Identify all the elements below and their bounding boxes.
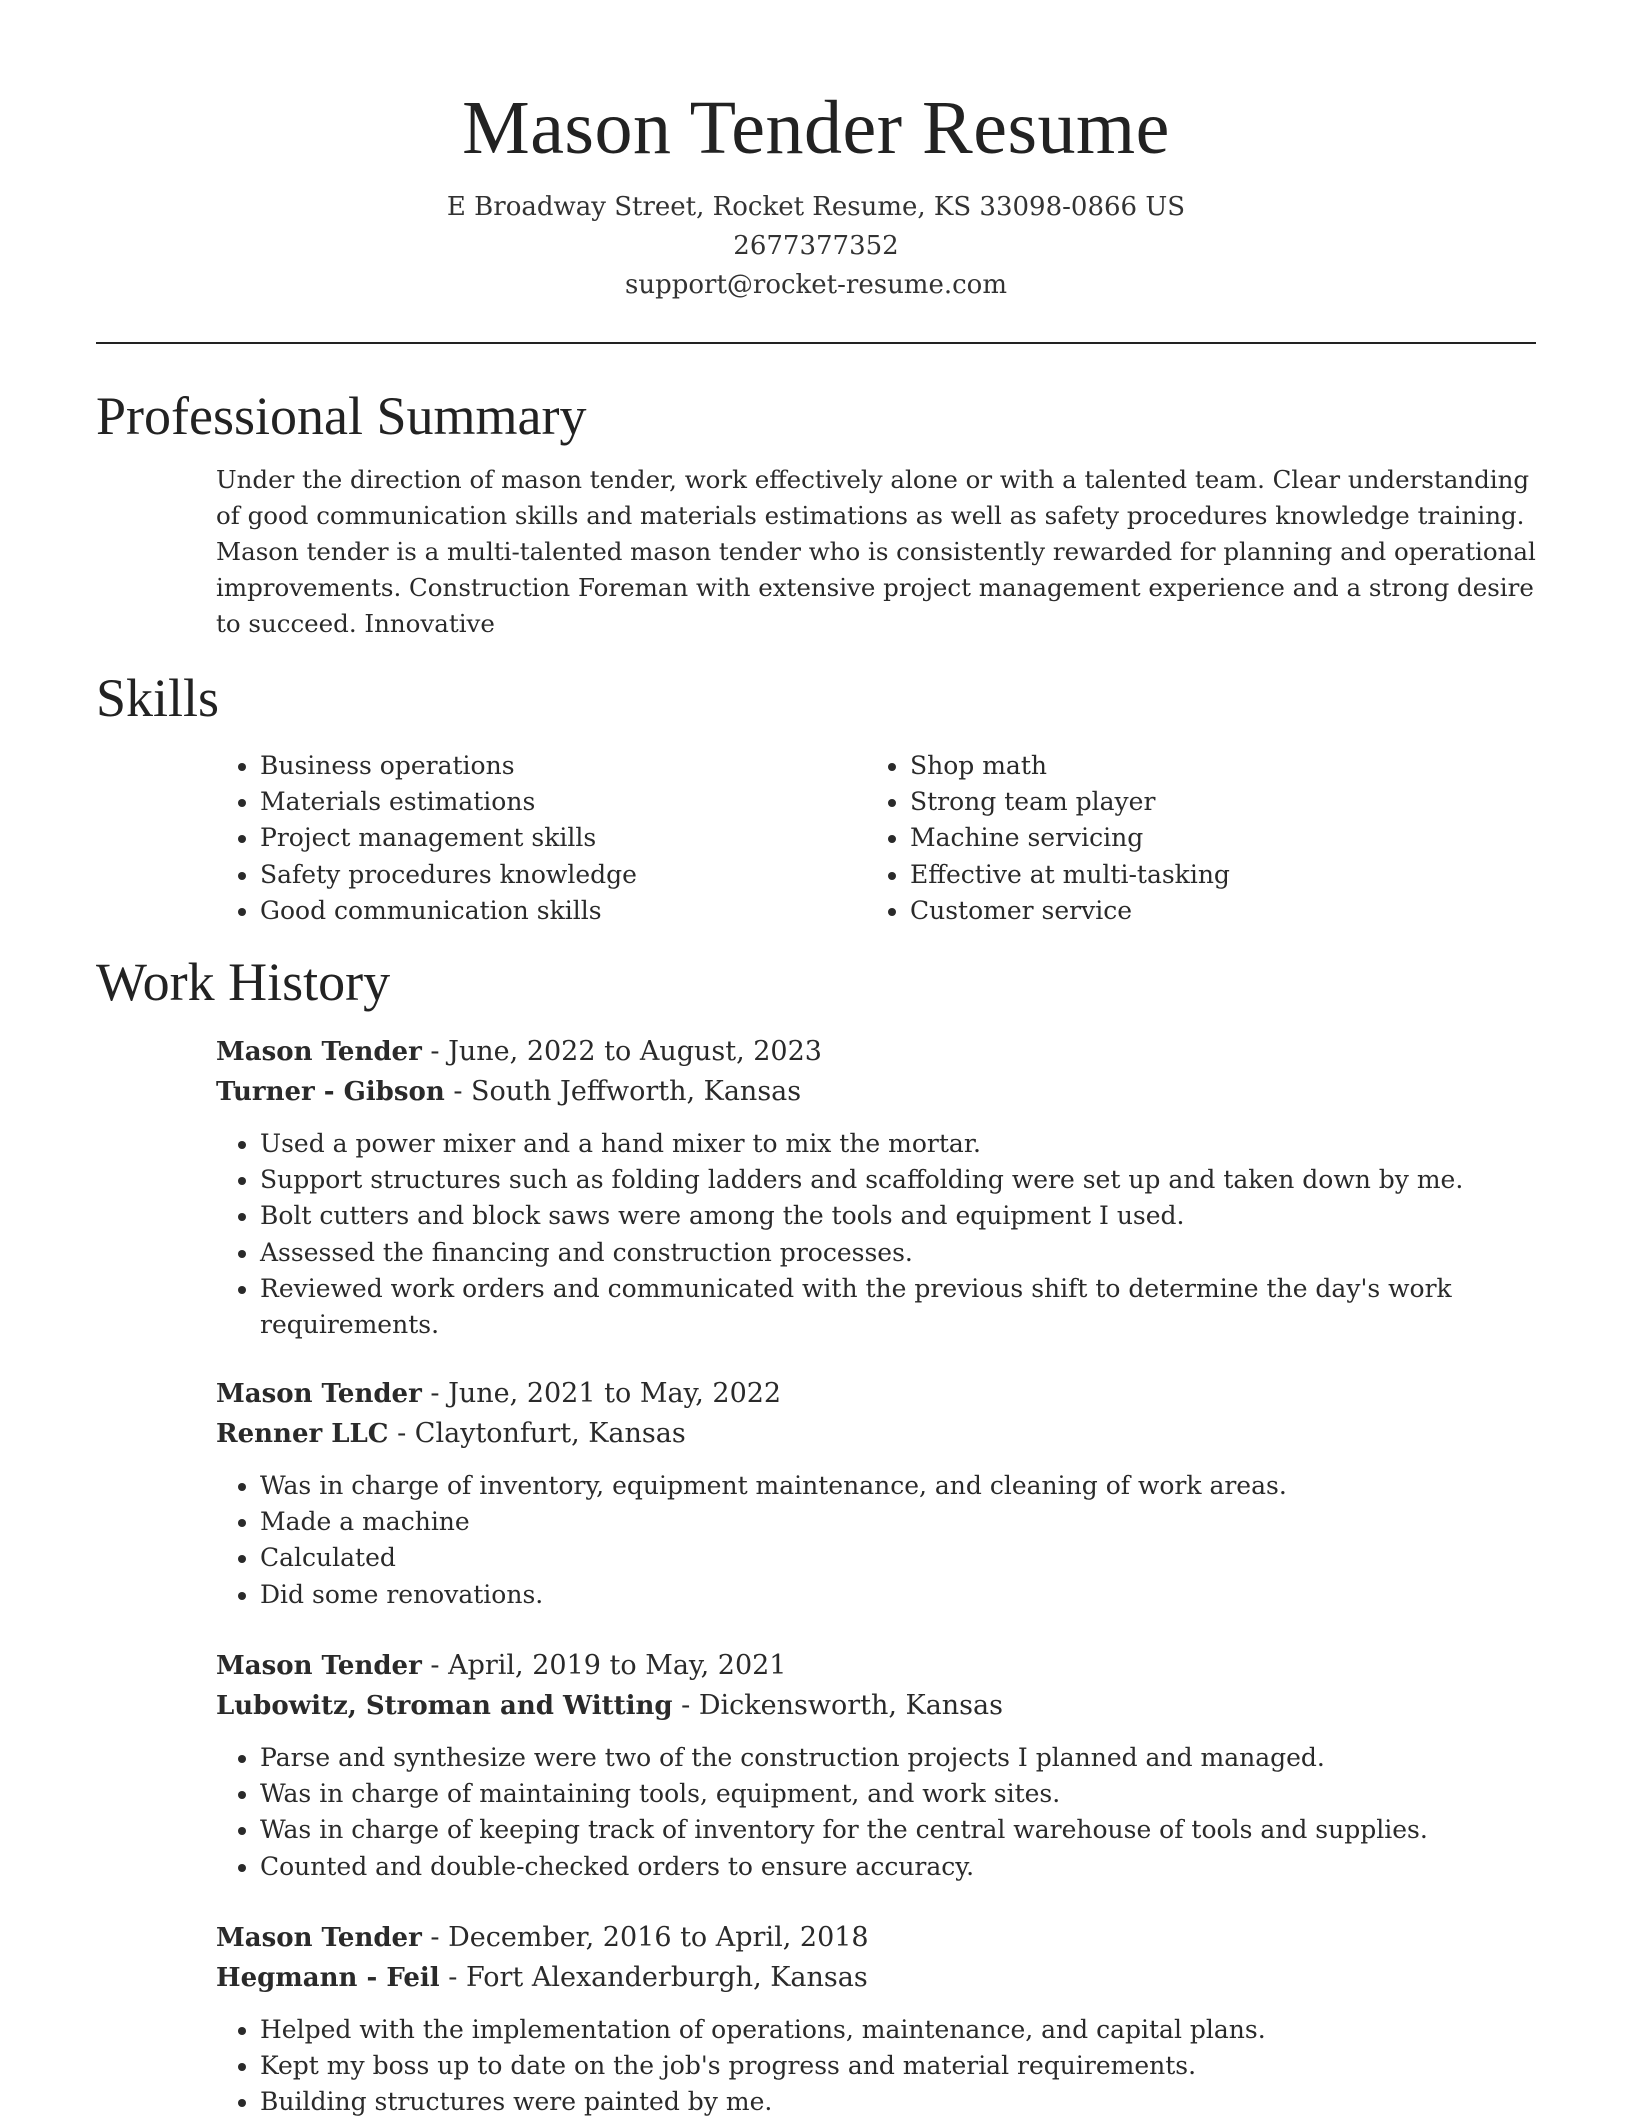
job-title-line: [216, 1918, 1536, 1958]
job-company: Hegmann - Feil: [216, 1963, 440, 1993]
job-bullet: • Kept my boss up to date on the job's progress and material requirements.: [260, 2048, 1536, 2084]
skill-item: • Machine servicing: [910, 820, 1516, 856]
job-bullets: [216, 1126, 1536, 1343]
summary-text: Under the direction of mason tender, work effectively alone or with a talented team. Clear understanding of good communication skills and materials estimations as well as safety procedures knowledge training. Mason tender is a multi-talented mason tender who is consistently rewarded for planning and operational improvements. Construction Foreman with extensive project management experience and a strong desire to succeed. Innovative: [216, 465, 1536, 638]
job-location: - Fort Alexanderburgh, Kansas: [439, 1962, 868, 1993]
job-role: Mason Tender: [216, 1651, 422, 1681]
header-divider: [96, 342, 1536, 344]
job-dates: - April, 2019 to May, 2021: [421, 1650, 787, 1681]
job-title-line: [216, 1032, 1536, 1072]
job-bullet: • Bolt cutters and block saws were among the tools and equipment I used.: [260, 1198, 1536, 1234]
job-bullets: [216, 2012, 1536, 2121]
work-history-heading: Work History: [96, 952, 391, 1012]
job-role: Mason Tender: [216, 1379, 422, 1409]
job-bullet: • Helped with the implementation of operations, maintenance, and capital plans.: [260, 2012, 1536, 2048]
job-bullets: [216, 1740, 1536, 1885]
job-company: Renner LLC: [216, 1419, 389, 1449]
phone: 2677377352: [733, 231, 899, 261]
skills-list: [216, 748, 1536, 929]
job-company: Lubowitz, Stroman and Witting: [216, 1691, 673, 1721]
job-bullet: • Building structures were painted by me.: [260, 2084, 1536, 2120]
job-entry: [216, 1918, 1536, 2121]
job-bullet: • Reviewed work orders and communicated with the previous shift to determine the day's work requirements.: [260, 1271, 1536, 1343]
address: E Broadway Street, Rocket Resume, KS 33098-0866 US: [446, 192, 1186, 222]
job-entry: [216, 1646, 1536, 1885]
job-bullet: • Assessed the financing and construction processes.: [260, 1235, 1536, 1271]
job-company-line: [216, 1072, 1536, 1112]
skill-item: • Customer service: [910, 893, 1516, 929]
job-dates: - December, 2016 to April, 2018: [421, 1922, 869, 1953]
job-bullet: • Support structures such as folding ladders and scaffolding were set up and taken down by me.: [260, 1162, 1536, 1198]
resume-header: [0, 0, 1632, 305]
job-company: Turner - Gibson: [216, 1077, 445, 1107]
summary-heading: Professional Summary: [96, 386, 587, 446]
job-bullet: • Was in charge of keeping track of inventory for the central warehouse of tools and supplies.: [260, 1812, 1536, 1848]
job-company-line: [216, 1414, 1536, 1454]
skills-column-left: [216, 748, 866, 929]
job-bullet: • Parse and synthesize were two of the construction projects I planned and managed.: [260, 1740, 1536, 1776]
job-bullet: • Did some renovations.: [260, 1577, 1536, 1613]
skill-item: • Materials estimations: [260, 784, 866, 820]
job-entry: [216, 1032, 1536, 1343]
job-bullet: • Calculated: [260, 1540, 1536, 1576]
skills-column-right: [866, 748, 1516, 929]
job-bullet: • Was in charge of maintaining tools, equipment, and work sites.: [260, 1776, 1536, 1812]
email: support@rocket-resume.com: [624, 270, 1007, 300]
job-entry: [216, 1374, 1536, 1613]
resume-title: Mason Tender Resume: [462, 86, 1170, 170]
job-location: - Claytonfurt, Kansas: [388, 1418, 686, 1449]
skill-item: • Shop math: [910, 748, 1516, 784]
job-bullet: • Made a machine: [260, 1504, 1536, 1540]
job-role: Mason Tender: [216, 1923, 422, 1953]
skill-item: • Safety procedures knowledge: [260, 857, 866, 893]
job-bullet: • Was in charge of inventory, equipment maintenance, and cleaning of work areas.: [260, 1468, 1536, 1504]
skill-item: • Effective at multi-tasking: [910, 857, 1516, 893]
skills-heading: Skills: [96, 668, 220, 728]
job-title-line: [216, 1646, 1536, 1686]
job-company-line: [216, 1958, 1536, 1998]
job-bullets: [216, 1468, 1536, 1613]
skill-item: • Project management skills: [260, 820, 866, 856]
job-dates: - June, 2022 to August, 2023: [421, 1036, 822, 1067]
job-role: Mason Tender: [216, 1037, 422, 1067]
job-location: - South Jeffworth, Kansas: [444, 1076, 802, 1107]
skill-item: • Strong team player: [910, 784, 1516, 820]
skill-item: • Good communication skills: [260, 893, 866, 929]
job-location: - Dickensworth, Kansas: [672, 1690, 1003, 1721]
job-bullet: • Used a power mixer and a hand mixer to mix the mortar.: [260, 1126, 1536, 1162]
job-dates: - June, 2021 to May, 2022: [421, 1378, 782, 1409]
job-bullet: • Counted and double-checked orders to ensure accuracy.: [260, 1849, 1536, 1885]
job-company-line: [216, 1686, 1536, 1726]
skill-item: • Business operations: [260, 748, 866, 784]
job-title-line: [216, 1374, 1536, 1414]
